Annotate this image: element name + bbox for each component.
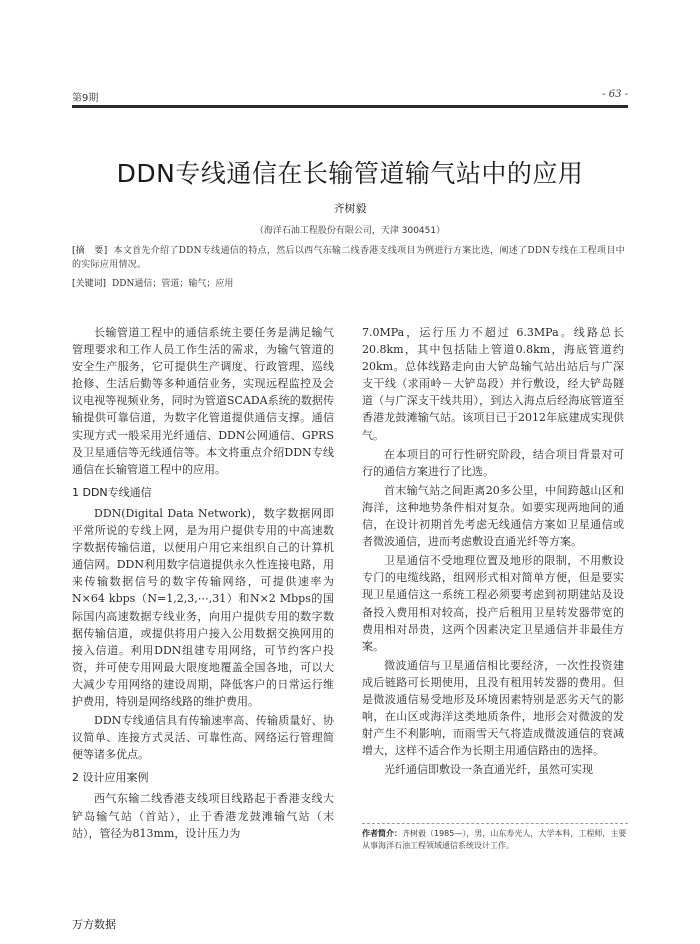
body-paragraph: 西气东输二线香港支线项目线路起于香港支线大铲岛输气站（首站），止于香港龙鼓滩输气站（末站），管径为813mm，设计压力为 bbox=[72, 792, 334, 840]
article-title: DDN专线通信在长输管道输气站中的应用 bbox=[116, 159, 584, 188]
author-bio-label: 作者简介： bbox=[362, 829, 402, 838]
footnote-rule bbox=[362, 823, 628, 824]
body-paragraph: 光纤通信即敷设一条直通光纤，虽然可实现 bbox=[384, 763, 593, 777]
body-paragraph: 7.0MPa，运行压力不超过 6.3MPa。线路总长20.8km，其中包括陆上管道0.8km，海底管道约20km。总体线路走向由大铲岛输气站出站后与广深支干线（求雨岭－大铲岛段）并行敷设，经大铲岛隧道（与广深支干线共用），到达入海点后经海底管道至香港龙鼓滩输气站。该项目已于2012年底建成实现供气。 bbox=[362, 326, 624, 442]
abstract bbox=[72, 244, 628, 272]
body-paragraph: 在本项目的可行性研究阶段，结合项目背景对可行的通信方案进行了比选。 bbox=[362, 447, 624, 478]
abstract-tag: [摘 要] bbox=[72, 246, 108, 256]
body-paragraph: DDN(Digital Data Network)，数字数据网即平常所说的专线上网，是为用户提供专用的中高速数字数据传输信道，以便用户用它来组织自己的计算机通信网。DDN利用数字信道提供永久性连接电路，用来传输数据信号的数字传输网络，可提供速率为N×64 kbps（N=1,2,3,⋯,31）和N×2 Mbps的国际国内高速数据专线业务，向用户提供专用的数字数据传输信道，或提供将用户接入公用数据交换网用的接入信道。利用DDN组建专用网络，可节约客户投资，并可使专用网最大限度地覆盖全国各地，可以大大减少专用网络的建设周期，降低客户的日常运行维护费用，特别是网络线路的维护费用。 bbox=[72, 506, 334, 708]
left-column bbox=[72, 324, 334, 844]
section-heading: 1 DDN专线通信 bbox=[72, 485, 152, 499]
author-name: 齐树毅 bbox=[333, 202, 367, 215]
keywords bbox=[72, 277, 628, 291]
section-heading: 2 设计应用案例 bbox=[72, 771, 149, 785]
abstract-text: 本文首先介绍了DDN专线通信的特点，然后以西气东输二线香港支线项目为例进行方案比选，阐述了DDN专线在工程项目中的实际应用情况。 bbox=[72, 246, 625, 270]
body-paragraph: 长输管道工程中的通信系统主要任务是满足输气管理要求和工作人员工作生活的需求，为输气管道的安全生产服务，它可提供生产调度、行政管理、巡线抢修、生活后勤等多种通信业务，实现远程监控及会议电视等视频业务，同时为管道SCADA系统的数据传输提供可靠信道，为数字化管道提供通信支撑。通信实现方式一般采用光纤通信、DDN公网通信、GPRS及卫星通信等无线通信等。本文将重点介绍DDN专线通信在长输管道工程中的应用。 bbox=[72, 326, 334, 476]
page-number: - 63 - bbox=[602, 89, 628, 100]
author-bio-text: 齐树毅（1985—），男，山东寿光人，大学本科，工程师，主要从事海洋石油工程领域通信系统设计工作。 bbox=[362, 829, 627, 850]
keywords-text: DDN通信；管道；输气；应用 bbox=[112, 279, 234, 289]
keywords-tag: [关键词] bbox=[72, 279, 107, 289]
database-watermark: 万方数据 bbox=[72, 918, 116, 931]
journal-issue: 第9期 bbox=[72, 93, 99, 104]
header-rule bbox=[72, 105, 628, 108]
right-column bbox=[362, 324, 624, 780]
body-paragraph: 微波通信与卫星通信相比要经济，一次性投资建成后链路可长期使用，且没有租用转发器的费用。但是微波通信易受地形及环境因素特别是恶劣天气的影响，在山区或海洋这类地质条件，地形会对微波的发射产生不利影响，而雨雪天气将造成微波通信的衰减增大，这样不适合作为长期主用通信路由的选择。 bbox=[362, 658, 624, 758]
author-bio bbox=[362, 828, 628, 852]
body-paragraph: DDN专线通信具有传输速率高、传输质量好、协议简单、连接方式灵活、可靠性高、网络运行管理简便等诸多优点。 bbox=[72, 714, 334, 762]
body-paragraph: 卫星通信不受地理位置及地形的限制，不用敷设专门的电缆线路，组网形式相对简单方便，但是要实现卫星通信这一系统工程必须要考虑到初期建站及设备投入费用相对较高，投产后租用卫星转发器带宽的费用相对昂贵，这两个因素决定卫星通信并非最佳方案。 bbox=[362, 554, 624, 653]
body-paragraph: 首末输气站之间距离20多公里，中间跨越山区和海洋，这种地势条件相对复杂。如要实现两地间的通信，在设计初期首先考虑无线通信方案如卫星通信或者微波通信，进而考虑敷设直通光纤等方案。 bbox=[362, 483, 624, 549]
author-affiliation: （海洋石油工程股份有限公司，天津 300451） bbox=[254, 226, 446, 236]
